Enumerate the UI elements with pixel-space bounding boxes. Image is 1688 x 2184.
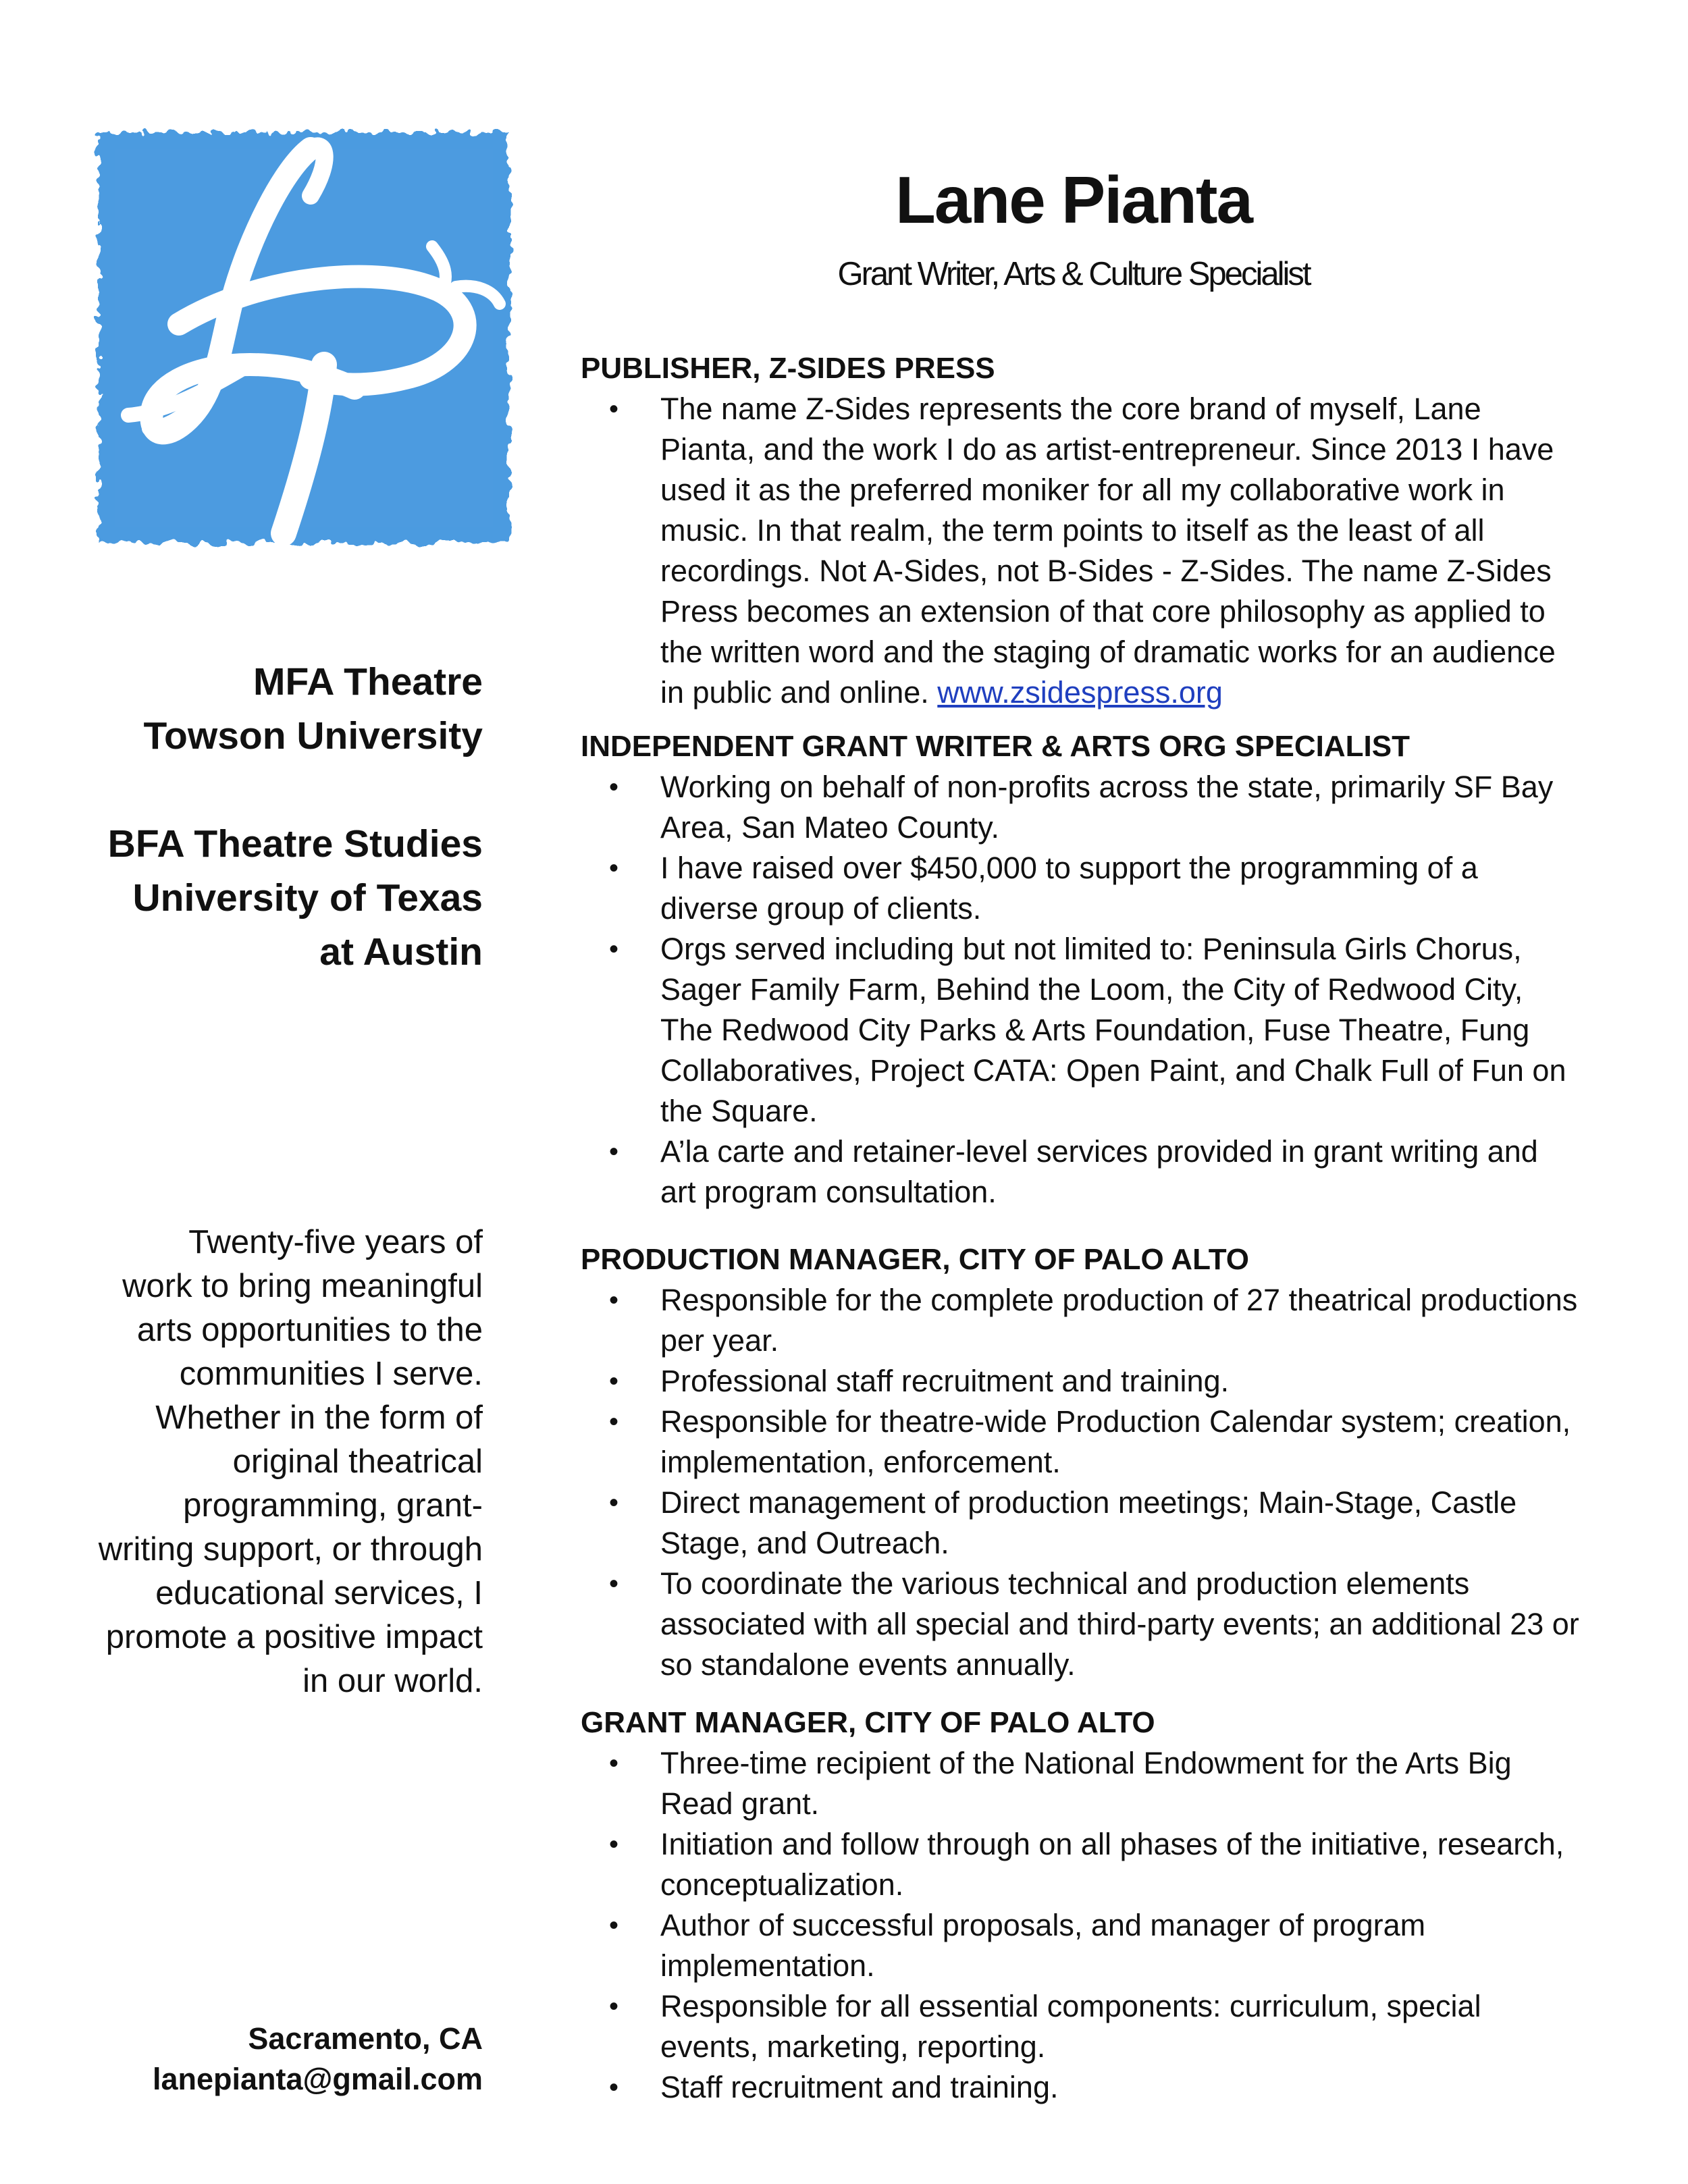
job-bullet	[581, 929, 1580, 1131]
website-link[interactable]: www.zsidespress.org	[937, 675, 1223, 710]
bullet-glyph: •	[609, 1749, 619, 1778]
job-bullets	[581, 1743, 1580, 2108]
job-bullet	[581, 2067, 1580, 2108]
summary-line: Whether in the form of	[155, 1400, 483, 1436]
job-bullet	[581, 1402, 1580, 1483]
summary-line: programming, grant-	[183, 1487, 483, 1524]
job-grant-writer	[581, 726, 1580, 1213]
job-title: GRANT MANAGER, CITY OF PALO ALTO	[581, 1706, 1155, 1739]
summary-line: arts opportunities to the	[136, 1312, 483, 1348]
bullet-text: Staff recruitment and training.	[660, 2070, 1059, 2104]
degree-bfa: BFA Theatre Studies	[107, 822, 483, 865]
job-title: PUBLISHER, Z-SIDES PRESS	[581, 352, 995, 385]
bullet-text: Author of successful proposals, and manager of program implementation.	[660, 1908, 1426, 1983]
job-bullets	[581, 389, 1580, 713]
school-towson: Towson University	[143, 714, 483, 757]
job-bullet	[581, 1986, 1580, 2067]
bullet-glyph: •	[609, 1911, 619, 1940]
summary-line: writing support, or through	[98, 1531, 483, 1568]
bullet-glyph: •	[609, 934, 619, 964]
bullet-glyph: •	[609, 394, 619, 424]
job-bullet	[581, 1743, 1580, 1824]
job-title: PRODUCTION MANAGER, CITY OF PALO ALTO	[581, 1243, 1249, 1276]
bullet-text: Responsible for theatre-wide Production Calendar system; creation, implementation, enforcement.	[660, 1404, 1571, 1479]
summary-line: communities I serve.	[179, 1356, 483, 1392]
bullet-text: I have raised over $450,000 to support the programming of a diverse group of clients.	[660, 851, 1478, 926]
bullet-text: Working on behalf of non-profits across the state, primarily SF Bay Area, San Mateo County.	[660, 770, 1554, 845]
job-publisher	[581, 348, 1580, 713]
bullet-glyph: •	[609, 1285, 619, 1315]
job-bullet	[581, 848, 1580, 929]
job-bullet	[581, 1564, 1580, 1685]
bullet-glyph: •	[609, 1407, 619, 1437]
job-bullet	[581, 1131, 1580, 1213]
school-texas: University of Texas	[132, 876, 483, 920]
job-bullet	[581, 1905, 1580, 1986]
education-block	[108, 655, 483, 979]
summary-line: work to bring meaningful	[122, 1268, 483, 1304]
bullet-glyph: •	[609, 1569, 619, 1599]
job-bullet	[581, 389, 1580, 713]
location: Sacramento, CA	[248, 2021, 483, 2056]
bullet-text: Professional staff recruitment and training.	[660, 1364, 1230, 1398]
job-production-manager	[581, 1240, 1580, 1685]
job-bullet	[581, 1361, 1580, 1402]
bullet-glyph: •	[609, 2073, 619, 2102]
lp-monogram-logo	[88, 122, 520, 554]
job-bullets	[581, 1280, 1580, 1685]
bullet-text: To coordinate the various technical and production elements associated with all special and third-party events; an additional 23 or so standalone events annually.	[660, 1566, 1579, 1682]
summary-line: Twenty-five years of	[188, 1224, 483, 1260]
bullet-glyph: •	[609, 1488, 619, 1518]
contact-block	[153, 2019, 483, 2100]
lp-logo-graphic	[88, 122, 520, 554]
summary-line: promote a positive impact	[105, 1619, 483, 1655]
job-title: INDEPENDENT GRANT WRITER & ARTS ORG SPECIALIST	[581, 730, 1410, 763]
bullet-text: Initiation and follow through on all phases of the initiative, research, conceptualization.	[660, 1827, 1564, 1902]
bullet-text: Responsible for all essential components: curriculum, special events, marketing, reporting.	[660, 1989, 1481, 2064]
bullet-glyph: •	[609, 1366, 619, 1396]
bullet-glyph: •	[609, 853, 619, 883]
job-bullets	[581, 767, 1580, 1213]
person-name: Lane Pianta	[895, 163, 1252, 237]
bullet-text: Responsible for the complete production of 27 theatrical productions per year.	[660, 1283, 1578, 1358]
bullet-text: A’la carte and retainer-level services provided in grant writing and art program consultation.	[660, 1134, 1538, 1209]
bullet-text: Orgs served including but not limited to: Peninsula Girls Chorus, Sager Family Farm, Behind the Loom, the City of Redwood City, The Redwood City Parks & Arts Foundation, Fuse Theatre, Fung Collaboratives, Project CATA: Open Paint, and Chalk Full of Fun on the Square.	[660, 932, 1566, 1128]
email-address[interactable]: lanepianta@gmail.com	[152, 2062, 483, 2096]
bullet-glyph: •	[609, 1992, 619, 2021]
job-bullet	[581, 1483, 1580, 1564]
summary-line: in our world.	[302, 1663, 483, 1699]
bullet-glyph: •	[609, 772, 619, 802]
summary-line: educational services, I	[155, 1575, 483, 1612]
job-grant-manager	[581, 1703, 1580, 2108]
personal-summary	[37, 1221, 483, 1703]
job-bullet	[581, 1280, 1580, 1361]
school-texas-campus: at Austin	[319, 930, 483, 974]
job-bullet	[581, 767, 1580, 848]
job-bullet	[581, 1824, 1580, 1905]
bullet-glyph: •	[609, 1137, 619, 1167]
degree-mfa: MFA Theatre	[253, 660, 483, 703]
bullet-text: Direct management of production meetings; Main-Stage, Castle Stage, and Outreach.	[660, 1485, 1517, 1560]
bullet-text: The name Z-Sides represents the core brand of myself, Lane Pianta, and the work I do as artist-entrepreneur. Since 2013 I have used it as the preferred moniker for all my collaborative work in music. In that realm, the term points to itself as the least of all recordings. Not A-Sides, not B-Sides - Z-Sides. The name Z-Sides Press becomes an extension of that core philosophy as applied to the written word and the staging of dramatic works for an audience in public and online.	[660, 392, 1556, 710]
summary-line: original theatrical	[232, 1443, 483, 1480]
bullet-glyph: •	[609, 1830, 619, 1859]
bullet-text: Three-time recipient of the National Endowment for the Arts Big Read grant.	[660, 1746, 1512, 1821]
professional-tagline: Grant Writer, Arts & Culture Specialist	[837, 256, 1310, 292]
